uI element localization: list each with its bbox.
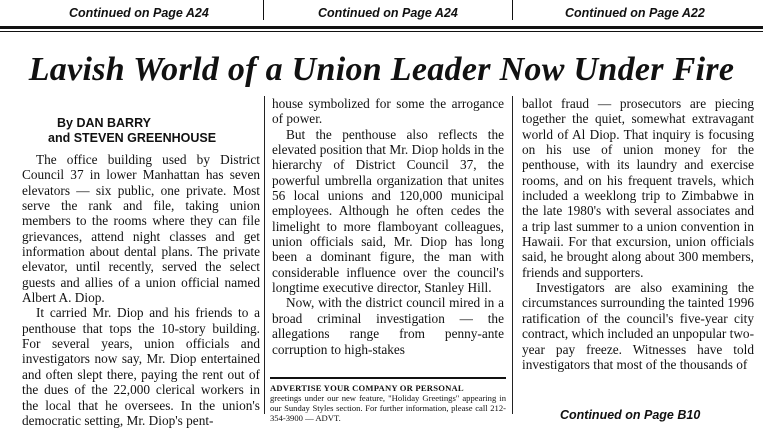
advertisement-box — [270, 377, 506, 423]
continued-a24-middle: Continued on Page A24 — [318, 6, 458, 20]
ad-title: ADVERTISE YOUR COMPANY OR PERSONAL — [270, 383, 464, 393]
paragraph: ballot fraud — prosecutors are piecing together the quiet, somewhat extravagant world of Al Diop. That inquiry is focusing on his use of union money for the penthouse, with its laundry and exercise rooms, and on his frequent travels, which included a weeklong trip to Zimbabwe in the late 1980's with several associates and a trip last summer to a union convention in Hawaii. For that excursion, union officials said, he brought along about 300 members, friends and supporters. — [522, 96, 754, 280]
byline-author-1: By DAN BARRY — [57, 116, 151, 130]
paragraph: But the penthouse also reflects the elevated position that Mr. Diop holds in the hierarchy of District Council 37, the powerful umbrella organization that unites 56 local unions and 120,000 municipal employees. Although he often cedes the limelight to more flamboyant colleagues, union officials said, Mr. Diop has long been a dominant figure, the man with considerable influence over the council's longtime executive director, Stanley Hill. — [272, 126, 504, 296]
paragraph: The office building used by District Council 37 in lower Manhattan has seven elevators — six public, one private. Most serve the rank and file, taking union members to the rooms where they can file grievances, attend night classes and get information about dental plans. The private elevator, until recently, served the select guests and allies of a union official named Albert A. Diop. — [22, 152, 260, 306]
continued-a24-left: Continued on Page A24 — [69, 6, 209, 20]
byline — [48, 116, 260, 146]
byline-author-2: and STEVEN GREENHOUSE — [48, 131, 217, 145]
column-divider — [512, 0, 513, 20]
top-rule — [0, 26, 763, 29]
continued-b10: Continued on Page B10 — [560, 408, 701, 422]
column-divider — [263, 0, 264, 20]
headline: Lavish World of a Union Leader Now Under Fire — [28, 51, 735, 88]
paragraph: It carried Mr. Diop and his friends to a penthouse that tops the 10-story building. For several years, union officials and investigators now say, Mr. Diop entertained and often slept there, paying the rent out of the dues of the 22,000 clerical workers in the local that he oversees. In the union's democratic setting, Mr. Diop's pent- — [22, 305, 260, 428]
article-column-2 — [272, 96, 504, 357]
ad-body: greetings under our new feature, "Holiday Greetings" appearing in our Sunday Styles section. For further information, please call 212-354-3900 — ADVT. — [270, 393, 506, 423]
top-rule-thin — [0, 31, 763, 32]
continuation-bar — [0, 0, 763, 26]
column-divider — [512, 96, 513, 414]
continued-a22-right: Continued on Page A22 — [565, 6, 705, 20]
column-divider — [264, 96, 265, 414]
article-column-1 — [22, 116, 260, 428]
paragraph: house symbolized for some the arrogance of power. — [272, 96, 504, 127]
article-column-3 — [522, 96, 754, 372]
paragraph: Investigators are also examining the circumstances surrounding the tainted 1996 ratification of the council's five-year city contract, which included an unpopular two-year pay freeze. Witnesses have told investigators that most of the thousands of — [522, 280, 754, 372]
paragraph: Now, with the district council mired in a broad criminal investigation — the allegations range from penny-ante corruption to high-stakes — [272, 295, 504, 357]
